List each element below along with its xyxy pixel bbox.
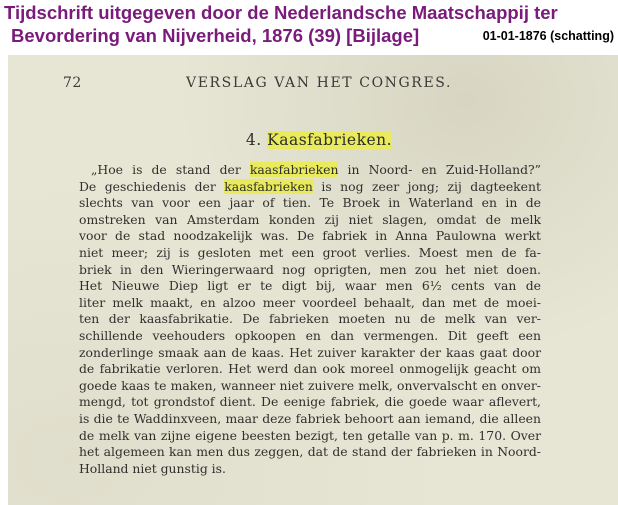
bleed-through-texture (338, 59, 598, 124)
text-line: de melk van zijne eigene beesten bezigt, ten getalle van p. m. 170. Over (79, 427, 541, 443)
text-line: Het Nieuwe Diep ligt er te digt bij, waar men 6½ cents van de (79, 278, 541, 294)
scanned-page (8, 55, 618, 505)
section-number: 4. (245, 131, 262, 149)
text-line: goede kaas te maken, wanneer niet zuivere melk, onvervalscht en onver- (79, 377, 541, 393)
text-line: mengd, tot grondstof dient. De eenige fabriek, die goede waar aflevert, (79, 394, 541, 410)
running-head: VERSLAG VAN HET CONGRES. (185, 75, 453, 91)
text-line: zonderlinge smaak aan de kaas. Het zuiver karakter der kaas gaat door (79, 344, 541, 360)
publication-date: 01-01-1876 (schatting) (482, 29, 614, 43)
text-line (79, 162, 541, 179)
text-line: omstreken van Amsterdam konden zij niet slagen, omdat de melk (79, 211, 541, 227)
text-line: voor de stad noodzakelijk was. De fabriek in Anna Paulowna werkt (79, 228, 541, 244)
clipping-header (0, 0, 618, 52)
text-line: het algemeen kan men dus zeggen, dat de stand der fabrieken in Noord- (79, 444, 541, 460)
text-line: schillende veehouders opkoopen en dan vermengen. Dit geeft een (79, 327, 541, 343)
text-line: briek in den Wieringerwaard nog oprigten, men zou het niet doen. (79, 261, 541, 277)
text-line: de fabrikatie verloren. Het werd dan ook moreel onmogelijk geacht om (79, 361, 541, 377)
page-number: 72 (63, 75, 82, 91)
text-line: is die te Waddinxveen, maar deze fabriek behoort aan iemand, die alleen (79, 410, 541, 426)
publication-title-line-2: Bevordering van Nijverheid, 1876 (39) [Bijlage] (11, 25, 420, 46)
text-run: in Noord- en Zuid-Holland?” (347, 162, 541, 177)
text-run: De geschiedenis der (79, 178, 216, 194)
section-heading (8, 131, 618, 149)
text-line: slechts van voor een jaar of tien. Te Broek in Waterland en in de (79, 195, 541, 211)
text-line: liter melk maakt, en alzoo meer voordeel behaalt, dan met de moei- (79, 294, 541, 310)
article-body (79, 162, 541, 477)
text-run: is nog zeer jong; zij dagteekent (321, 178, 541, 194)
text-line: ten der kaasfabrikatie. De fabrieken moeten nu de melk van ver- (79, 311, 541, 327)
highlighted-term: kaasfabrieken (249, 162, 339, 177)
publication-title (4, 1, 558, 47)
text-line: niet meer; zij is gesloten met een groot verlies. Moest men de fa- (79, 244, 541, 260)
publication-title-line-1: Tijdschrift uitgegeven door de Nederlandsche Maatschappij ter (4, 2, 558, 23)
highlighted-term: kaasfabrieken (224, 178, 313, 194)
section-title: Kaasfabrieken. (267, 131, 393, 149)
text-run: „Hoe is de stand der (91, 162, 241, 177)
text-line (79, 179, 541, 196)
text-line: Holland niet gunstig is. (79, 460, 226, 476)
